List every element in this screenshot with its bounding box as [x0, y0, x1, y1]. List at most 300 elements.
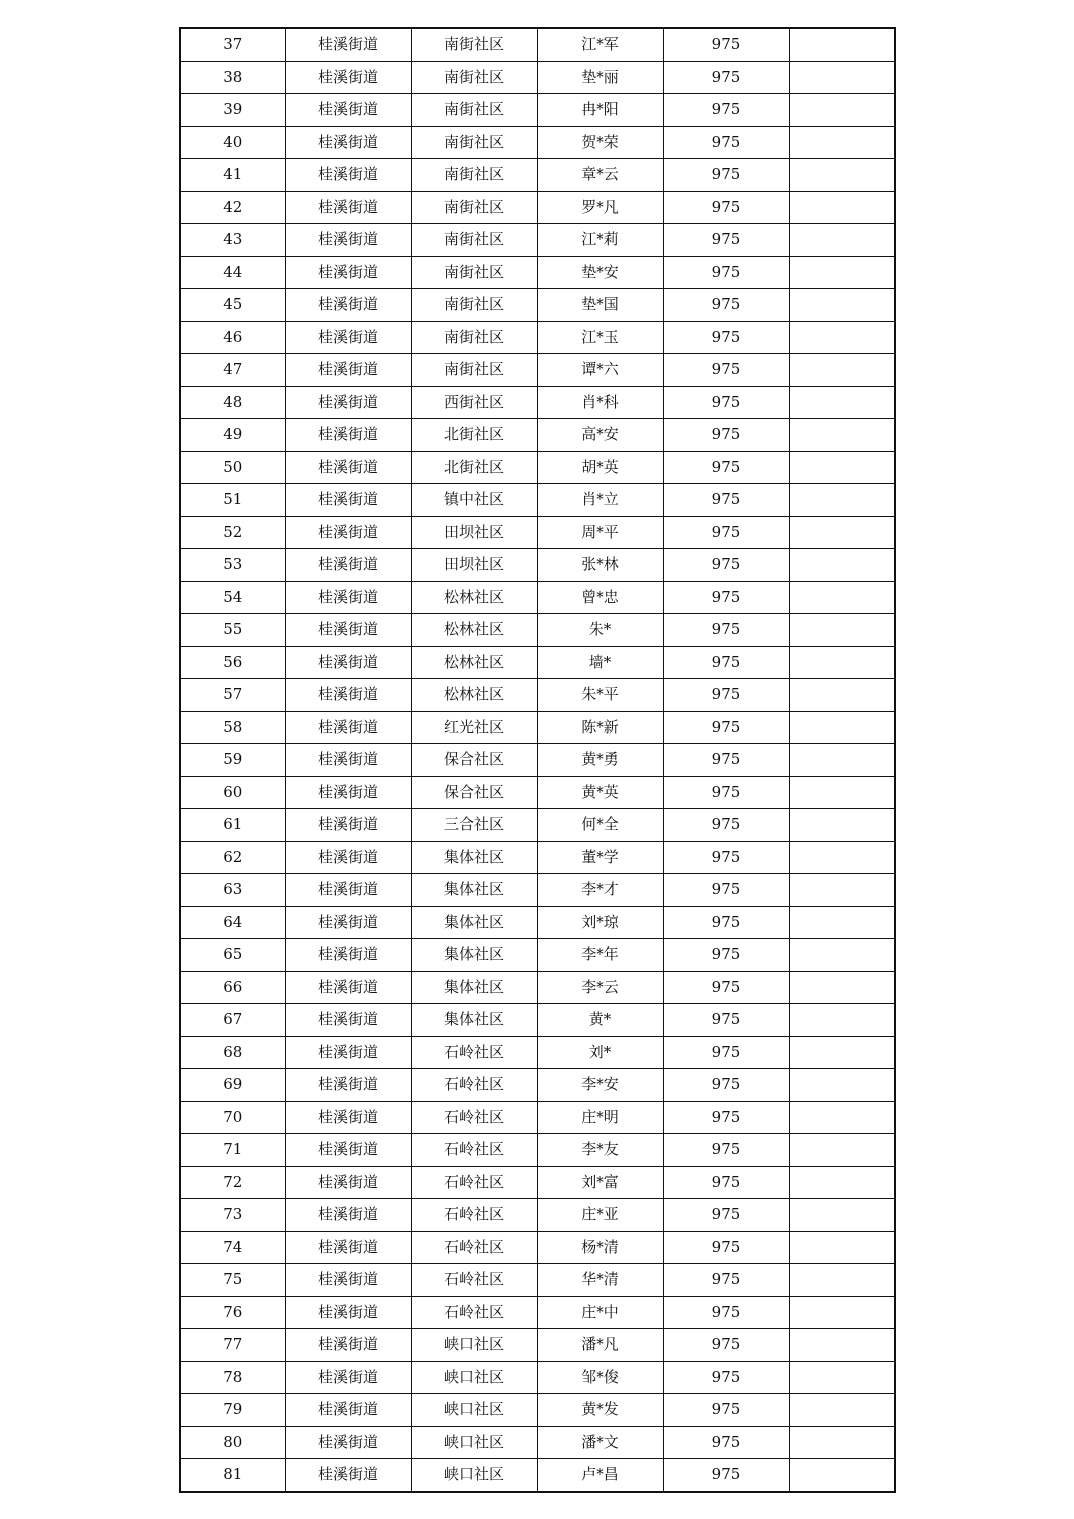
community-cell: 北街社区 — [411, 451, 537, 484]
street-cell: 桂溪街道 — [285, 549, 411, 582]
street-cell: 桂溪街道 — [285, 1199, 411, 1232]
table-row — [180, 1004, 895, 1037]
community-cell: 南街社区 — [411, 159, 537, 192]
note-cell — [789, 289, 895, 322]
amount-cell: 975 — [663, 419, 789, 452]
street-cell: 桂溪街道 — [285, 1231, 411, 1264]
table-row — [180, 354, 895, 387]
amount-cell: 975 — [663, 1134, 789, 1167]
amount-cell: 975 — [663, 1231, 789, 1264]
community-cell: 南街社区 — [411, 256, 537, 289]
name-cell: 潘*文 — [537, 1426, 663, 1459]
note-cell — [789, 126, 895, 159]
amount-cell: 975 — [663, 971, 789, 1004]
name-cell: 杨*清 — [537, 1231, 663, 1264]
note-cell — [789, 484, 895, 517]
community-cell: 峡口社区 — [411, 1329, 537, 1362]
row-number-cell: 47 — [180, 354, 285, 387]
note-cell — [789, 28, 895, 61]
amount-cell: 975 — [663, 646, 789, 679]
community-cell: 镇中社区 — [411, 484, 537, 517]
street-cell: 桂溪街道 — [285, 1004, 411, 1037]
street-cell: 桂溪街道 — [285, 1329, 411, 1362]
name-cell: 肖*科 — [537, 386, 663, 419]
community-cell: 松林社区 — [411, 646, 537, 679]
note-cell — [789, 159, 895, 192]
street-cell: 桂溪街道 — [285, 1394, 411, 1427]
row-number-cell: 69 — [180, 1069, 285, 1102]
street-cell: 桂溪街道 — [285, 1069, 411, 1102]
note-cell — [789, 354, 895, 387]
name-cell: 肖*立 — [537, 484, 663, 517]
note-cell — [789, 191, 895, 224]
row-number-cell: 37 — [180, 28, 285, 61]
amount-cell: 975 — [663, 28, 789, 61]
row-number-cell: 44 — [180, 256, 285, 289]
row-number-cell: 60 — [180, 776, 285, 809]
table-row — [180, 1459, 895, 1492]
street-cell: 桂溪街道 — [285, 484, 411, 517]
community-cell: 南街社区 — [411, 289, 537, 322]
name-cell: 刘* — [537, 1036, 663, 1069]
amount-cell: 975 — [663, 614, 789, 647]
street-cell: 桂溪街道 — [285, 614, 411, 647]
row-number-cell: 62 — [180, 841, 285, 874]
street-cell: 桂溪街道 — [285, 256, 411, 289]
table-row — [180, 61, 895, 94]
amount-cell: 975 — [663, 906, 789, 939]
name-cell: 贺*荣 — [537, 126, 663, 159]
community-cell: 峡口社区 — [411, 1361, 537, 1394]
row-number-cell: 55 — [180, 614, 285, 647]
table-row — [180, 1134, 895, 1167]
note-cell — [789, 1231, 895, 1264]
amount-cell: 975 — [663, 61, 789, 94]
name-cell: 潘*凡 — [537, 1329, 663, 1362]
name-cell: 李*安 — [537, 1069, 663, 1102]
row-number-cell: 79 — [180, 1394, 285, 1427]
name-cell: 黄* — [537, 1004, 663, 1037]
community-cell: 集体社区 — [411, 971, 537, 1004]
table-row — [180, 679, 895, 712]
street-cell: 桂溪街道 — [285, 809, 411, 842]
community-cell: 田坝社区 — [411, 516, 537, 549]
street-cell: 桂溪街道 — [285, 451, 411, 484]
amount-cell: 975 — [663, 1166, 789, 1199]
amount-cell: 975 — [663, 94, 789, 127]
note-cell — [789, 679, 895, 712]
row-number-cell: 76 — [180, 1296, 285, 1329]
community-cell: 集体社区 — [411, 874, 537, 907]
name-cell: 朱* — [537, 614, 663, 647]
street-cell: 桂溪街道 — [285, 28, 411, 61]
community-cell: 松林社区 — [411, 614, 537, 647]
table-row — [180, 1231, 895, 1264]
note-cell — [789, 711, 895, 744]
name-cell: 曾*忠 — [537, 581, 663, 614]
table-row — [180, 646, 895, 679]
row-number-cell: 74 — [180, 1231, 285, 1264]
table-row — [180, 874, 895, 907]
row-number-cell: 81 — [180, 1459, 285, 1492]
row-number-cell: 68 — [180, 1036, 285, 1069]
amount-cell: 975 — [663, 679, 789, 712]
row-number-cell: 52 — [180, 516, 285, 549]
note-cell — [789, 94, 895, 127]
street-cell: 桂溪街道 — [285, 711, 411, 744]
note-cell — [789, 516, 895, 549]
note-cell — [789, 61, 895, 94]
row-number-cell: 41 — [180, 159, 285, 192]
name-cell: 黄*勇 — [537, 744, 663, 777]
amount-cell: 975 — [663, 711, 789, 744]
table-row — [180, 939, 895, 972]
row-number-cell: 65 — [180, 939, 285, 972]
note-cell — [789, 1069, 895, 1102]
note-cell — [789, 1166, 895, 1199]
row-number-cell: 67 — [180, 1004, 285, 1037]
street-cell: 桂溪街道 — [285, 841, 411, 874]
table-row — [180, 1036, 895, 1069]
name-cell: 章*云 — [537, 159, 663, 192]
table-row — [180, 28, 895, 61]
street-cell: 桂溪街道 — [285, 1134, 411, 1167]
amount-cell: 975 — [663, 191, 789, 224]
table-row — [180, 484, 895, 517]
amount-cell: 975 — [663, 386, 789, 419]
table-row — [180, 386, 895, 419]
amount-cell: 975 — [663, 1394, 789, 1427]
community-cell: 石岭社区 — [411, 1199, 537, 1232]
community-cell: 南街社区 — [411, 61, 537, 94]
table-row — [180, 1199, 895, 1232]
street-cell: 桂溪街道 — [285, 776, 411, 809]
name-cell: 华*清 — [537, 1264, 663, 1297]
amount-cell: 975 — [663, 516, 789, 549]
community-cell: 北街社区 — [411, 419, 537, 452]
amount-cell: 975 — [663, 1004, 789, 1037]
note-cell — [789, 809, 895, 842]
community-cell: 保合社区 — [411, 776, 537, 809]
name-cell: 何*全 — [537, 809, 663, 842]
name-cell: 江*玉 — [537, 321, 663, 354]
note-cell — [789, 874, 895, 907]
row-number-cell: 61 — [180, 809, 285, 842]
community-cell: 峡口社区 — [411, 1459, 537, 1492]
amount-cell: 975 — [663, 321, 789, 354]
row-number-cell: 72 — [180, 1166, 285, 1199]
table-row — [180, 1264, 895, 1297]
community-cell: 集体社区 — [411, 1004, 537, 1037]
amount-cell: 975 — [663, 126, 789, 159]
street-cell: 桂溪街道 — [285, 906, 411, 939]
table-row — [180, 159, 895, 192]
community-cell: 石岭社区 — [411, 1231, 537, 1264]
row-number-cell: 51 — [180, 484, 285, 517]
table-row — [180, 776, 895, 809]
row-number-cell: 78 — [180, 1361, 285, 1394]
roster-table — [179, 27, 896, 1493]
row-number-cell: 63 — [180, 874, 285, 907]
note-cell — [789, 971, 895, 1004]
row-number-cell: 42 — [180, 191, 285, 224]
street-cell: 桂溪街道 — [285, 744, 411, 777]
row-number-cell: 73 — [180, 1199, 285, 1232]
amount-cell: 975 — [663, 1329, 789, 1362]
amount-cell: 975 — [663, 744, 789, 777]
name-cell: 垫*安 — [537, 256, 663, 289]
street-cell: 桂溪街道 — [285, 321, 411, 354]
table-row — [180, 289, 895, 322]
amount-cell: 975 — [663, 1361, 789, 1394]
table-row — [180, 256, 895, 289]
table-row — [180, 841, 895, 874]
table-row — [180, 1426, 895, 1459]
street-cell: 桂溪街道 — [285, 1296, 411, 1329]
row-number-cell: 75 — [180, 1264, 285, 1297]
amount-cell: 975 — [663, 354, 789, 387]
street-cell: 桂溪街道 — [285, 386, 411, 419]
row-number-cell: 77 — [180, 1329, 285, 1362]
name-cell: 邹*俊 — [537, 1361, 663, 1394]
community-cell: 南街社区 — [411, 224, 537, 257]
name-cell: 朱*平 — [537, 679, 663, 712]
community-cell: 石岭社区 — [411, 1036, 537, 1069]
community-cell: 南街社区 — [411, 354, 537, 387]
row-number-cell: 57 — [180, 679, 285, 712]
community-cell: 田坝社区 — [411, 549, 537, 582]
street-cell: 桂溪街道 — [285, 419, 411, 452]
street-cell: 桂溪街道 — [285, 191, 411, 224]
table-row — [180, 224, 895, 257]
community-cell: 南街社区 — [411, 94, 537, 127]
table-row — [180, 809, 895, 842]
street-cell: 桂溪街道 — [285, 1264, 411, 1297]
row-number-cell: 58 — [180, 711, 285, 744]
street-cell: 桂溪街道 — [285, 1426, 411, 1459]
note-cell — [789, 1361, 895, 1394]
row-number-cell: 80 — [180, 1426, 285, 1459]
name-cell: 谭*六 — [537, 354, 663, 387]
amount-cell: 975 — [663, 1459, 789, 1492]
note-cell — [789, 321, 895, 354]
street-cell: 桂溪街道 — [285, 1036, 411, 1069]
amount-cell: 975 — [663, 1101, 789, 1134]
community-cell: 松林社区 — [411, 679, 537, 712]
street-cell: 桂溪街道 — [285, 354, 411, 387]
community-cell: 石岭社区 — [411, 1134, 537, 1167]
note-cell — [789, 1101, 895, 1134]
note-cell — [789, 581, 895, 614]
name-cell: 刘*富 — [537, 1166, 663, 1199]
name-cell: 黄*发 — [537, 1394, 663, 1427]
street-cell: 桂溪街道 — [285, 646, 411, 679]
amount-cell: 975 — [663, 256, 789, 289]
community-cell: 松林社区 — [411, 581, 537, 614]
row-number-cell: 66 — [180, 971, 285, 1004]
name-cell: 罗*凡 — [537, 191, 663, 224]
row-number-cell: 49 — [180, 419, 285, 452]
table-row — [180, 581, 895, 614]
name-cell: 董*学 — [537, 841, 663, 874]
table-row — [180, 126, 895, 159]
community-cell: 峡口社区 — [411, 1426, 537, 1459]
street-cell: 桂溪街道 — [285, 1166, 411, 1199]
community-cell: 石岭社区 — [411, 1166, 537, 1199]
row-number-cell: 64 — [180, 906, 285, 939]
row-number-cell: 71 — [180, 1134, 285, 1167]
amount-cell: 975 — [663, 809, 789, 842]
table-row — [180, 906, 895, 939]
table-row — [180, 1069, 895, 1102]
street-cell: 桂溪街道 — [285, 971, 411, 1004]
community-cell: 集体社区 — [411, 841, 537, 874]
name-cell: 垫*丽 — [537, 61, 663, 94]
note-cell — [789, 841, 895, 874]
note-cell — [789, 744, 895, 777]
note-cell — [789, 1296, 895, 1329]
row-number-cell: 39 — [180, 94, 285, 127]
table-row — [180, 516, 895, 549]
community-cell: 南街社区 — [411, 191, 537, 224]
amount-cell: 975 — [663, 1296, 789, 1329]
street-cell: 桂溪街道 — [285, 224, 411, 257]
name-cell: 江*军 — [537, 28, 663, 61]
table-row — [180, 451, 895, 484]
amount-cell: 975 — [663, 1426, 789, 1459]
note-cell — [789, 614, 895, 647]
table-row — [180, 711, 895, 744]
row-number-cell: 54 — [180, 581, 285, 614]
street-cell: 桂溪街道 — [285, 1459, 411, 1492]
community-cell: 石岭社区 — [411, 1101, 537, 1134]
table-row — [180, 1361, 895, 1394]
note-cell — [789, 224, 895, 257]
name-cell: 李*友 — [537, 1134, 663, 1167]
street-cell: 桂溪街道 — [285, 61, 411, 94]
note-cell — [789, 256, 895, 289]
amount-cell: 975 — [663, 549, 789, 582]
row-number-cell: 48 — [180, 386, 285, 419]
note-cell — [789, 1459, 895, 1492]
table-row — [180, 94, 895, 127]
community-cell: 集体社区 — [411, 906, 537, 939]
name-cell: 冉*阳 — [537, 94, 663, 127]
note-cell — [789, 1264, 895, 1297]
street-cell: 桂溪街道 — [285, 126, 411, 159]
community-cell: 峡口社区 — [411, 1394, 537, 1427]
name-cell: 周*平 — [537, 516, 663, 549]
name-cell: 陈*新 — [537, 711, 663, 744]
street-cell: 桂溪街道 — [285, 516, 411, 549]
community-cell: 集体社区 — [411, 939, 537, 972]
amount-cell: 975 — [663, 1036, 789, 1069]
table-row — [180, 419, 895, 452]
name-cell: 胡*英 — [537, 451, 663, 484]
amount-cell: 975 — [663, 1264, 789, 1297]
street-cell: 桂溪街道 — [285, 581, 411, 614]
amount-cell: 975 — [663, 874, 789, 907]
row-number-cell: 53 — [180, 549, 285, 582]
table-row — [180, 549, 895, 582]
street-cell: 桂溪街道 — [285, 679, 411, 712]
amount-cell: 975 — [663, 776, 789, 809]
roster-table-body — [180, 28, 895, 1492]
community-cell: 保合社区 — [411, 744, 537, 777]
name-cell: 李*才 — [537, 874, 663, 907]
amount-cell: 975 — [663, 1069, 789, 1102]
table-row — [180, 614, 895, 647]
amount-cell: 975 — [663, 939, 789, 972]
name-cell: 庄*中 — [537, 1296, 663, 1329]
row-number-cell: 59 — [180, 744, 285, 777]
table-row — [180, 191, 895, 224]
amount-cell: 975 — [663, 841, 789, 874]
note-cell — [789, 1004, 895, 1037]
community-cell: 红光社区 — [411, 711, 537, 744]
row-number-cell: 56 — [180, 646, 285, 679]
community-cell: 石岭社区 — [411, 1069, 537, 1102]
row-number-cell: 40 — [180, 126, 285, 159]
note-cell — [789, 1199, 895, 1232]
table-row — [180, 1166, 895, 1199]
note-cell — [789, 906, 895, 939]
name-cell: 庄*亚 — [537, 1199, 663, 1232]
name-cell: 江*莉 — [537, 224, 663, 257]
amount-cell: 975 — [663, 484, 789, 517]
table-row — [180, 1296, 895, 1329]
name-cell: 李*年 — [537, 939, 663, 972]
row-number-cell: 45 — [180, 289, 285, 322]
amount-cell: 975 — [663, 224, 789, 257]
community-cell: 石岭社区 — [411, 1296, 537, 1329]
note-cell — [789, 386, 895, 419]
name-cell: 垫*国 — [537, 289, 663, 322]
community-cell: 南街社区 — [411, 321, 537, 354]
amount-cell: 975 — [663, 581, 789, 614]
name-cell: 墙* — [537, 646, 663, 679]
street-cell: 桂溪街道 — [285, 94, 411, 127]
name-cell: 高*安 — [537, 419, 663, 452]
street-cell: 桂溪街道 — [285, 289, 411, 322]
name-cell: 黄*英 — [537, 776, 663, 809]
row-number-cell: 46 — [180, 321, 285, 354]
name-cell: 李*云 — [537, 971, 663, 1004]
note-cell — [789, 1036, 895, 1069]
table-row — [180, 744, 895, 777]
community-cell: 西街社区 — [411, 386, 537, 419]
street-cell: 桂溪街道 — [285, 1361, 411, 1394]
table-row — [180, 321, 895, 354]
name-cell: 刘*琼 — [537, 906, 663, 939]
community-cell: 三合社区 — [411, 809, 537, 842]
community-cell: 南街社区 — [411, 126, 537, 159]
amount-cell: 975 — [663, 1199, 789, 1232]
amount-cell: 975 — [663, 289, 789, 322]
note-cell — [789, 1426, 895, 1459]
row-number-cell: 50 — [180, 451, 285, 484]
table-row — [180, 1394, 895, 1427]
note-cell — [789, 1329, 895, 1362]
note-cell — [789, 1134, 895, 1167]
street-cell: 桂溪街道 — [285, 939, 411, 972]
note-cell — [789, 549, 895, 582]
community-cell: 石岭社区 — [411, 1264, 537, 1297]
amount-cell: 975 — [663, 451, 789, 484]
name-cell: 张*林 — [537, 549, 663, 582]
row-number-cell: 38 — [180, 61, 285, 94]
table-row — [180, 1101, 895, 1134]
